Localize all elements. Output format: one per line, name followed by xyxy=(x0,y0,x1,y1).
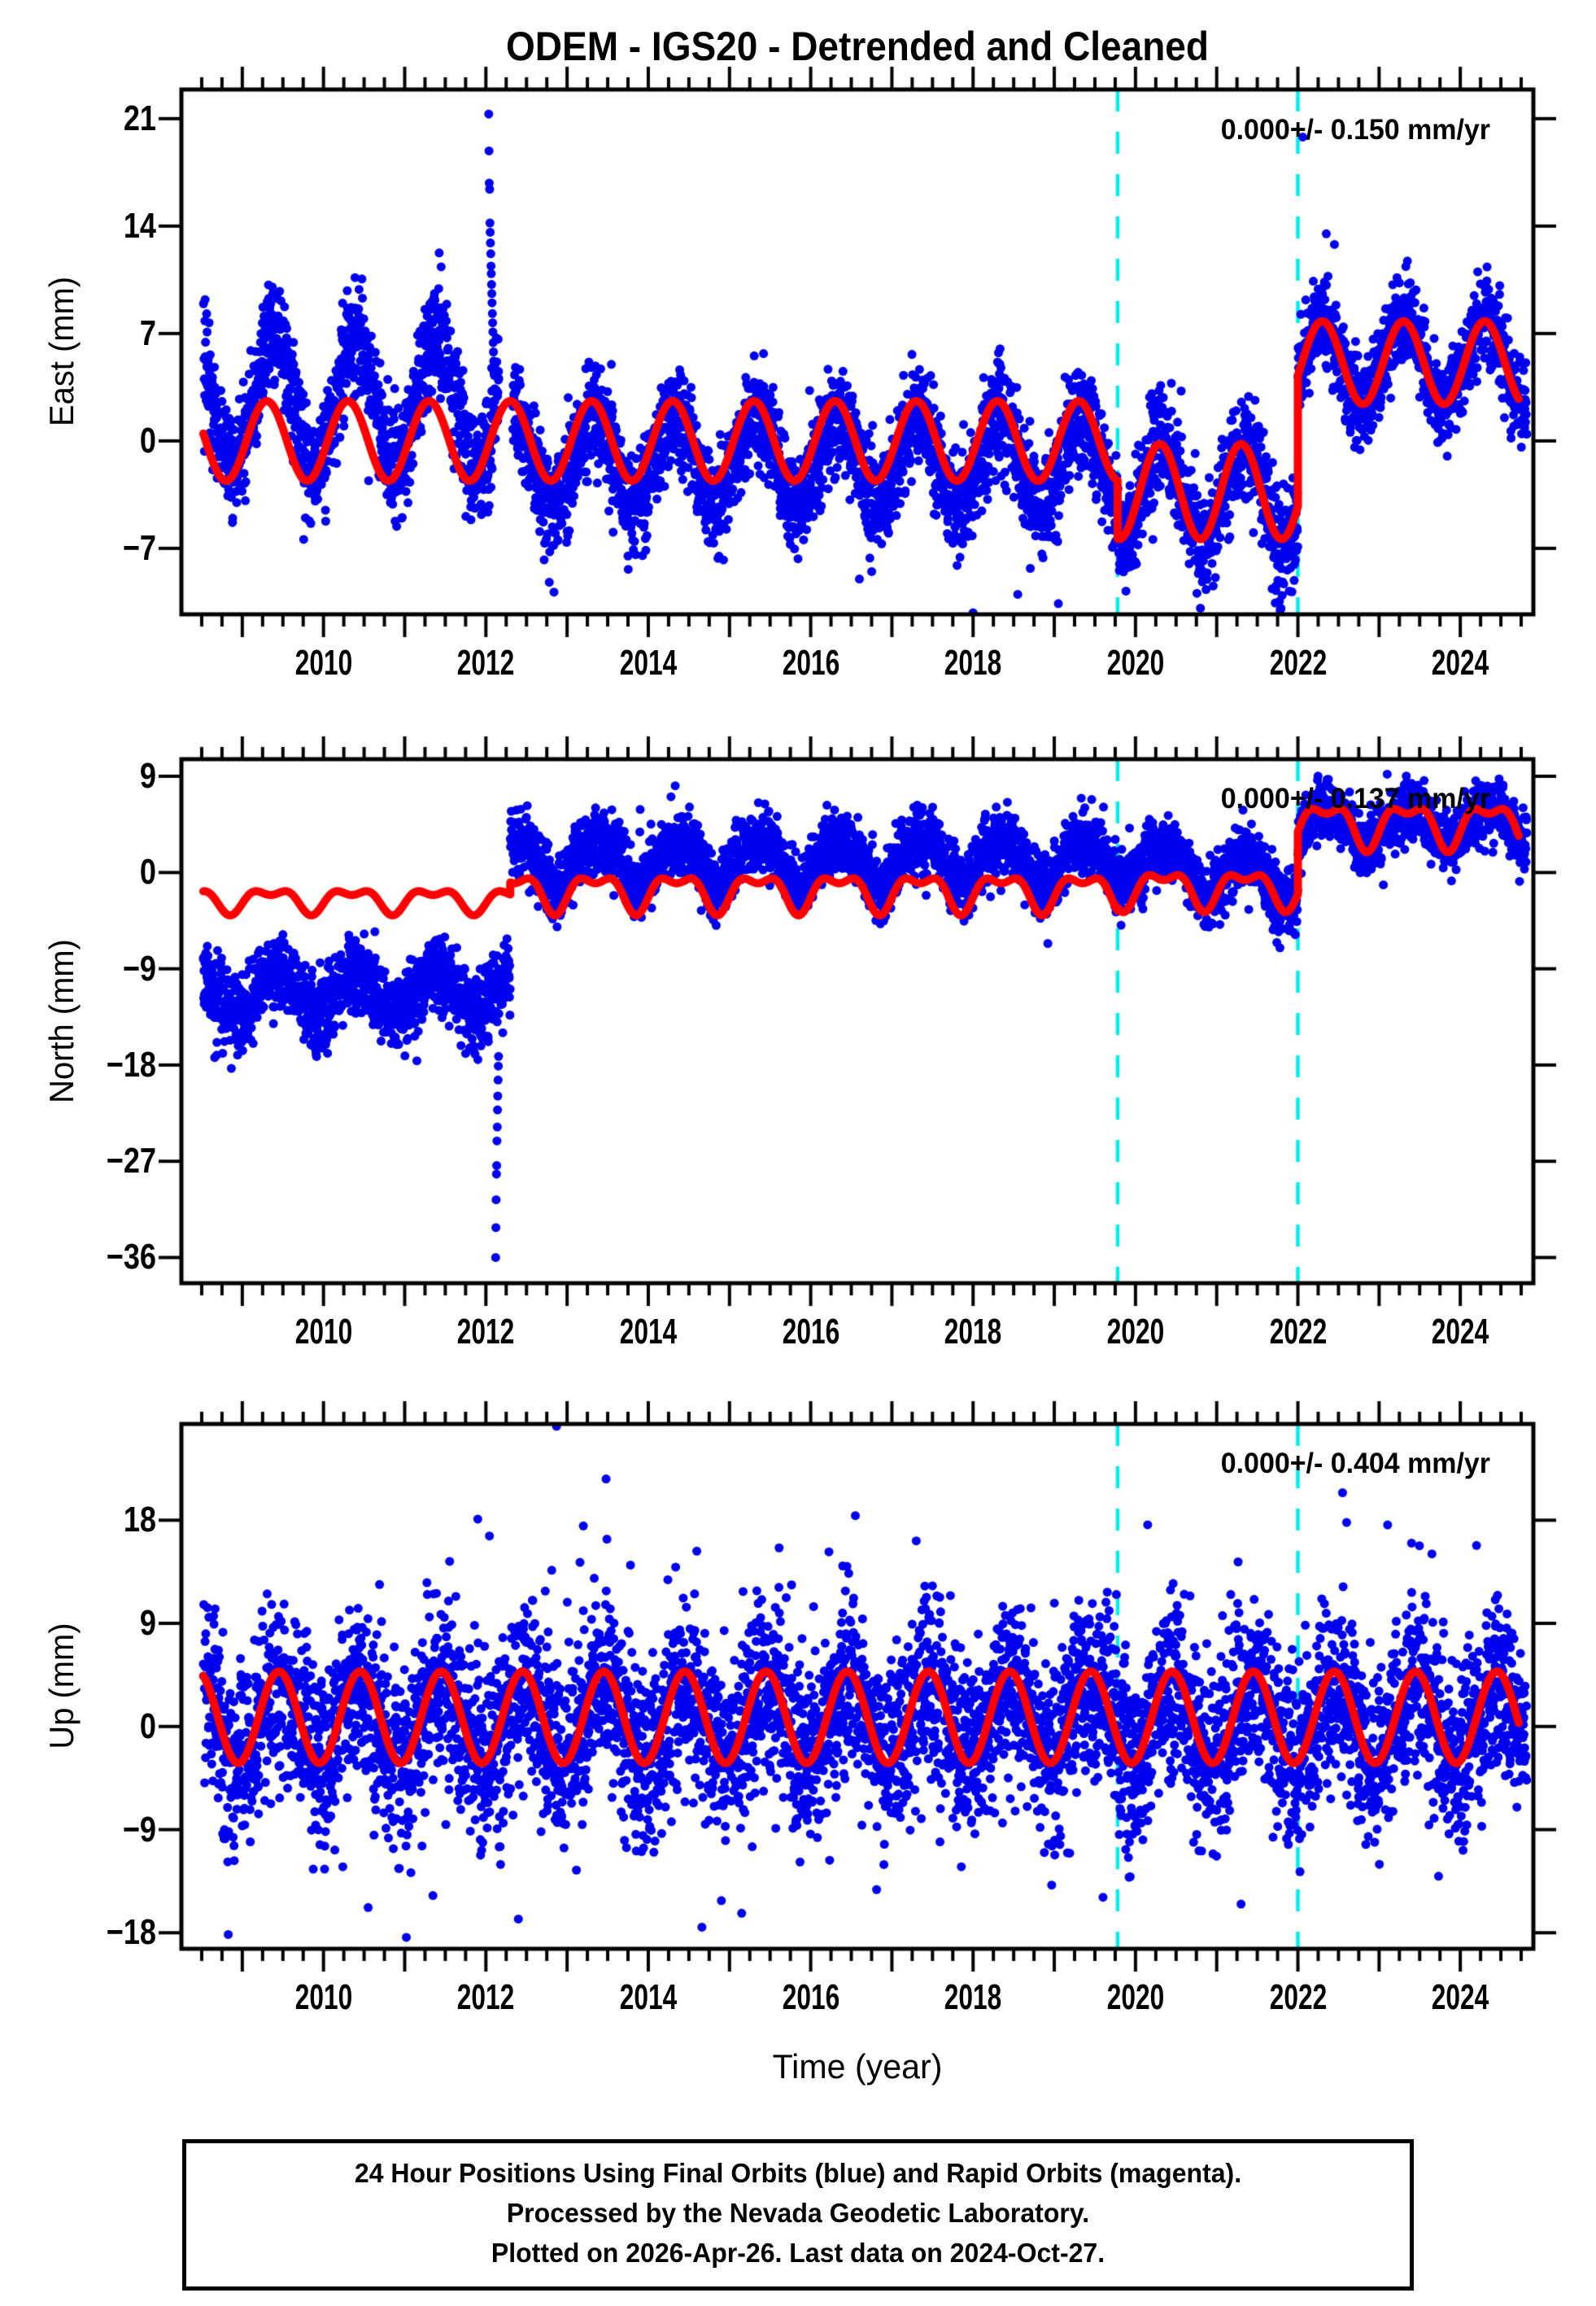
y-tick-label-north: −27 xyxy=(106,1141,156,1181)
x-tick-label-east: 2022 xyxy=(1269,643,1327,683)
y-tick-label-east: 7 xyxy=(139,312,156,353)
y-tick-label-north: −36 xyxy=(106,1237,156,1277)
y-tick-label-north: −9 xyxy=(122,948,156,989)
rate-annotation-north: 0.000+/- 0.137 mm/yr xyxy=(1220,783,1490,815)
rate-annotation-up: 0.000+/- 0.404 mm/yr xyxy=(1220,1448,1490,1479)
y-tick-label-up: 18 xyxy=(123,1500,156,1540)
x-tick-label-up: 2018 xyxy=(944,1977,1002,2017)
footer-box xyxy=(182,2139,1414,2291)
x-tick-label-up: 2022 xyxy=(1269,1977,1327,2017)
rate-annotation-east: 0.000+/- 0.150 mm/yr xyxy=(1220,114,1490,146)
footer-line-3: Plotted on 2026-Apr-26. Last data on 2024-Oct-27. xyxy=(491,2238,1105,2268)
page-title: ODEM - IGS20 - Detrended and Cleaned xyxy=(506,24,1209,69)
x-tick-label-up: 2020 xyxy=(1106,1977,1165,2017)
x-tick-label-up: 2016 xyxy=(782,1977,839,2017)
y-axis-label-north: North (mm) xyxy=(42,939,81,1103)
y-tick-label-east: −7 xyxy=(122,527,156,568)
x-tick-label-up: 2024 xyxy=(1431,1977,1489,2017)
y-tick-label-up: 0 xyxy=(139,1705,156,1746)
x-tick-label-east: 2020 xyxy=(1106,643,1165,683)
y-tick-label-up: 9 xyxy=(139,1603,156,1644)
x-tick-label-east: 2024 xyxy=(1431,643,1489,683)
x-tick-label-north: 2012 xyxy=(457,1312,515,1352)
x-tick-label-up: 2010 xyxy=(294,1977,352,2017)
x-tick-label-north: 2022 xyxy=(1269,1312,1327,1352)
x-axis-label: Time (year) xyxy=(772,2047,943,2085)
footer-line-2: Processed by the Nevada Geodetic Laboratory. xyxy=(506,2198,1090,2228)
y-tick-label-east: 0 xyxy=(139,420,156,461)
y-tick-label-up: −9 xyxy=(122,1809,156,1850)
x-tick-label-north: 2014 xyxy=(619,1312,678,1352)
y-axis-label-up: Up (mm) xyxy=(42,1622,81,1749)
y-tick-label-up: −18 xyxy=(106,1912,156,1953)
x-tick-label-up: 2014 xyxy=(619,1977,678,2017)
x-tick-label-north: 2024 xyxy=(1431,1312,1489,1352)
y-tick-label-east: 21 xyxy=(123,98,156,138)
y-tick-label-north: 0 xyxy=(139,852,156,893)
y-axis-label-east: East (mm) xyxy=(42,277,81,426)
x-tick-label-north: 2016 xyxy=(782,1312,839,1352)
x-tick-label-north: 2010 xyxy=(294,1312,352,1352)
x-tick-label-east: 2014 xyxy=(619,643,678,683)
y-tick-label-north: 9 xyxy=(139,756,156,797)
y-tick-label-north: −18 xyxy=(106,1044,156,1085)
x-tick-label-north: 2018 xyxy=(944,1312,1002,1352)
x-tick-label-east: 2010 xyxy=(294,643,352,683)
x-tick-label-east: 2016 xyxy=(782,643,839,683)
x-tick-label-east: 2012 xyxy=(457,643,515,683)
x-tick-label-up: 2012 xyxy=(457,1977,515,2017)
footer-line-1: 24 Hour Positions Using Final Orbits (blue) and Rapid Orbits (magenta). xyxy=(354,2158,1242,2188)
y-tick-label-east: 14 xyxy=(123,205,156,246)
x-tick-label-east: 2018 xyxy=(944,643,1002,683)
x-tick-label-north: 2020 xyxy=(1106,1312,1165,1352)
